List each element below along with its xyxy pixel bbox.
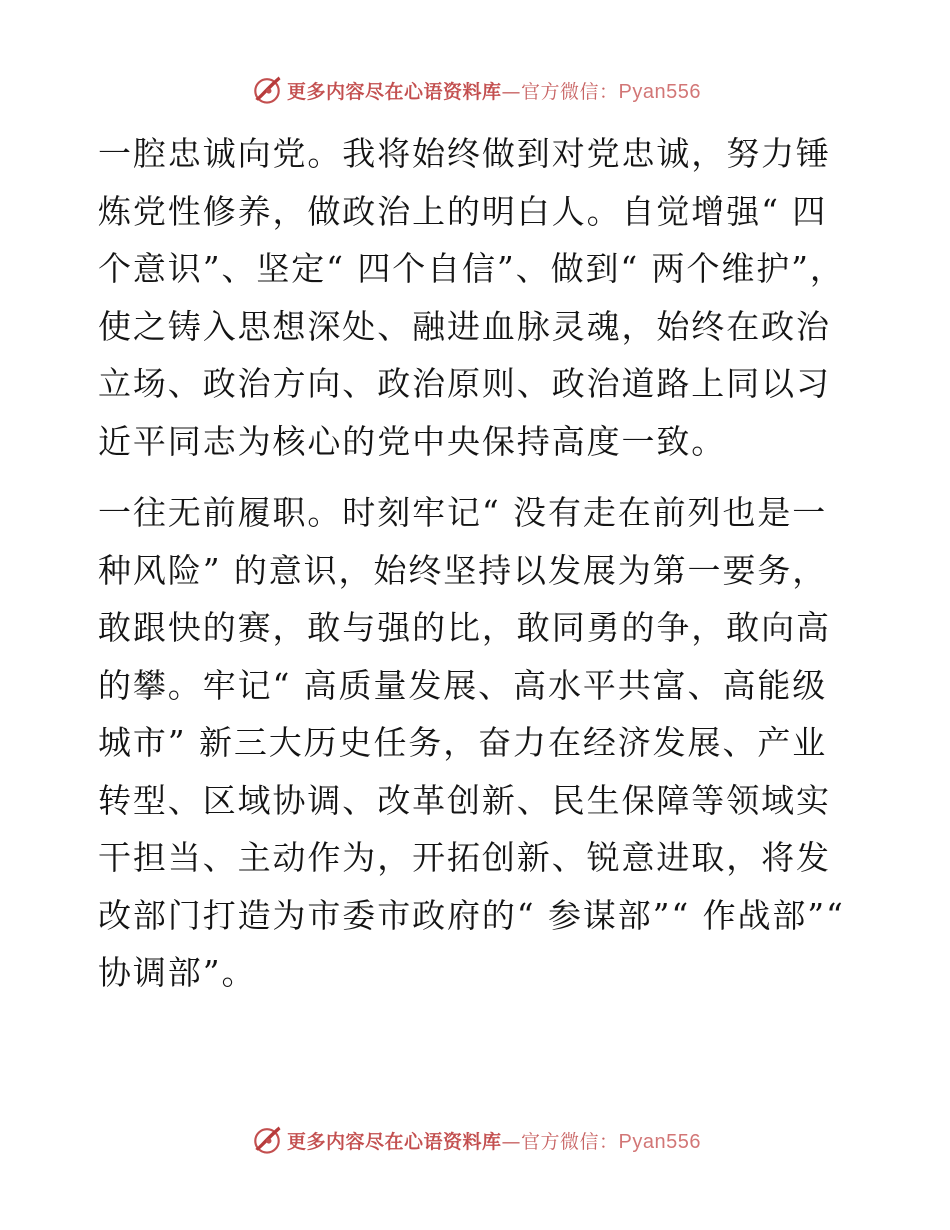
pen-circle-logo-icon [249,72,285,108]
watermark-text: 更多内容尽在心语资料库—官方微信：Pyan556 [287,80,701,103]
document-body [98,125,858,1002]
paragraph: 一腔忠诚向党。我将始终做到对党忠诚，努力锤炼党性修养，做政治上的明白人。自觉增强“ 四个意识”、坚定“ 四个自信”、做到“ 两个维护”，使之铸入思想深处、融进血脉灵魂，始终在政治立场、政治方向、政治原则、政治道路上同以习近平同志为核心的党中央保持高度一致。 [98,134,845,461]
paragraph: 一往无前履职。时刻牢记“ 没有走在前列也是一种风险” 的意识，始终坚持以发展为第一要务，敢跟快的赛，敢与强的比，敢同勇的争，敢向高的攀。牢记“ 高质量发展、高水平共富、高能级城市” 新三大历史任务，奋力在经济发展、产业转型、区域协调、改革创新、民生保障等领域实干担当、主动作为，开拓创新、锐意进取，将发改部门打造为市委市政府的“ 参谋部”“ 作战部”“ 协调部”。 [98,493,845,992]
watermark-footer [0,1120,950,1160]
watermark-text: 更多内容尽在心语资料库—官方微信：Pyan556 [287,1130,701,1153]
watermark-header [0,70,950,110]
pen-circle-logo-icon [249,1122,285,1158]
